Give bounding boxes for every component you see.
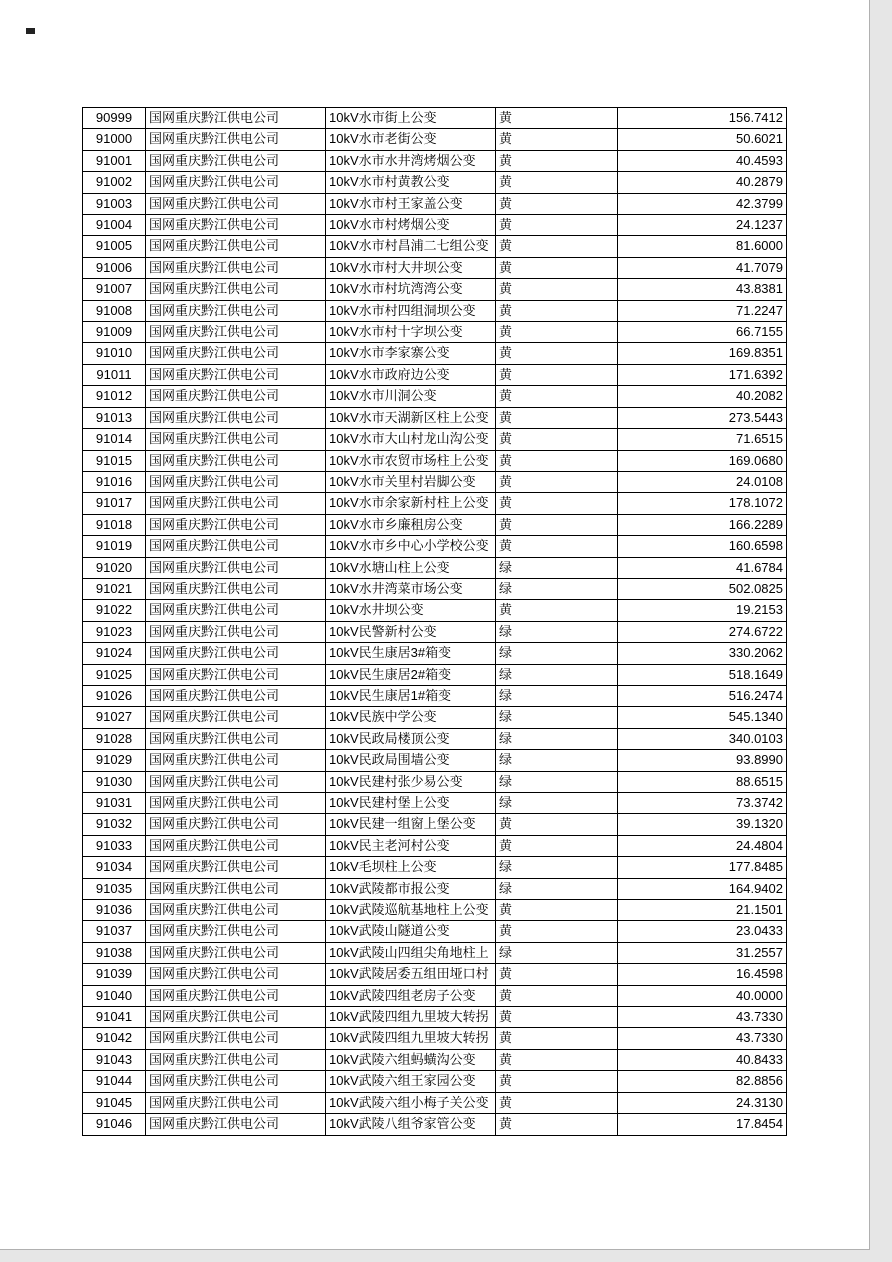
value-cell: 40.0000 bbox=[618, 985, 787, 1006]
value-cell: 178.1072 bbox=[618, 493, 787, 514]
status-color-cell: 绿 bbox=[496, 664, 618, 685]
transformer-name-cell: 10kV水市老街公变 bbox=[326, 129, 496, 150]
status-color-cell: 黄 bbox=[496, 835, 618, 856]
row-id-cell: 91018 bbox=[83, 514, 146, 535]
status-color-cell: 黄 bbox=[496, 1049, 618, 1070]
row-id-cell: 91042 bbox=[83, 1028, 146, 1049]
transformer-name-cell: 10kV水市天湖新区柱上公变 bbox=[326, 407, 496, 428]
company-cell: 国网重庆黔江供电公司 bbox=[146, 921, 326, 942]
status-color-cell: 黄 bbox=[496, 172, 618, 193]
status-color-cell: 黄 bbox=[496, 985, 618, 1006]
row-id-cell: 91015 bbox=[83, 450, 146, 471]
company-cell: 国网重庆黔江供电公司 bbox=[146, 685, 326, 706]
row-id-cell: 91016 bbox=[83, 471, 146, 492]
company-cell: 国网重庆黔江供电公司 bbox=[146, 942, 326, 963]
transformer-name-cell: 10kV武陵四组九里坡大转拐 bbox=[326, 1007, 496, 1028]
company-cell: 国网重庆黔江供电公司 bbox=[146, 279, 326, 300]
company-cell: 国网重庆黔江供电公司 bbox=[146, 536, 326, 557]
table-row bbox=[83, 108, 787, 129]
row-id-cell: 91020 bbox=[83, 557, 146, 578]
transformer-name-cell: 10kV水市村黄教公变 bbox=[326, 172, 496, 193]
status-color-cell: 绿 bbox=[496, 557, 618, 578]
company-cell: 国网重庆黔江供电公司 bbox=[146, 793, 326, 814]
value-cell: 171.6392 bbox=[618, 364, 787, 385]
transformer-name-cell: 10kV民建村堡上公变 bbox=[326, 793, 496, 814]
table-row bbox=[83, 429, 787, 450]
company-cell: 国网重庆黔江供电公司 bbox=[146, 514, 326, 535]
row-id-cell: 91003 bbox=[83, 193, 146, 214]
status-color-cell: 黄 bbox=[496, 343, 618, 364]
row-id-cell: 91026 bbox=[83, 685, 146, 706]
transformer-name-cell: 10kV民建村张少易公变 bbox=[326, 771, 496, 792]
table-row bbox=[83, 685, 787, 706]
status-color-cell: 黄 bbox=[496, 600, 618, 621]
company-cell: 国网重庆黔江供电公司 bbox=[146, 750, 326, 771]
table-row bbox=[83, 878, 787, 899]
company-cell: 国网重庆黔江供电公司 bbox=[146, 193, 326, 214]
transformer-name-cell: 10kV武陵四组九里坡大转拐 bbox=[326, 1028, 496, 1049]
value-cell: 42.3799 bbox=[618, 193, 787, 214]
value-cell: 17.8454 bbox=[618, 1114, 787, 1135]
company-cell: 国网重庆黔江供电公司 bbox=[146, 1028, 326, 1049]
company-cell: 国网重庆黔江供电公司 bbox=[146, 257, 326, 278]
table-row bbox=[83, 129, 787, 150]
row-id-cell: 91029 bbox=[83, 750, 146, 771]
status-color-cell: 绿 bbox=[496, 643, 618, 664]
company-cell: 国网重庆黔江供电公司 bbox=[146, 429, 326, 450]
status-color-cell: 黄 bbox=[496, 236, 618, 257]
table-row bbox=[83, 1114, 787, 1135]
row-id-cell: 91037 bbox=[83, 921, 146, 942]
status-color-cell: 黄 bbox=[496, 964, 618, 985]
status-color-cell: 黄 bbox=[496, 536, 618, 557]
transformer-name-cell: 10kV民建一组窗上堡公变 bbox=[326, 814, 496, 835]
scan-artifact-mark bbox=[26, 28, 35, 34]
transformer-name-cell: 10kV水井湾菜市场公变 bbox=[326, 578, 496, 599]
table-row bbox=[83, 1092, 787, 1113]
table-row bbox=[83, 150, 787, 171]
value-cell: 43.7330 bbox=[618, 1007, 787, 1028]
value-cell: 340.0103 bbox=[618, 728, 787, 749]
row-id-cell: 91005 bbox=[83, 236, 146, 257]
company-cell: 国网重庆黔江供电公司 bbox=[146, 1007, 326, 1028]
row-id-cell: 91006 bbox=[83, 257, 146, 278]
status-color-cell: 绿 bbox=[496, 793, 618, 814]
transformer-name-cell: 10kV水市川洞公变 bbox=[326, 386, 496, 407]
table-row bbox=[83, 942, 787, 963]
table-row bbox=[83, 1049, 787, 1070]
row-id-cell: 91045 bbox=[83, 1092, 146, 1113]
transformer-name-cell: 10kV民生康居2#箱变 bbox=[326, 664, 496, 685]
value-cell: 41.6784 bbox=[618, 557, 787, 578]
table-row bbox=[83, 322, 787, 343]
table-row bbox=[83, 771, 787, 792]
status-color-cell: 黄 bbox=[496, 471, 618, 492]
table-row bbox=[83, 900, 787, 921]
company-cell: 国网重庆黔江供电公司 bbox=[146, 900, 326, 921]
transformer-name-cell: 10kV水市村大井坝公变 bbox=[326, 257, 496, 278]
table-row bbox=[83, 493, 787, 514]
table-row bbox=[83, 257, 787, 278]
transformer-name-cell: 10kV水井坝公变 bbox=[326, 600, 496, 621]
company-cell: 国网重庆黔江供电公司 bbox=[146, 386, 326, 407]
value-cell: 40.2879 bbox=[618, 172, 787, 193]
row-id-cell: 91010 bbox=[83, 343, 146, 364]
company-cell: 国网重庆黔江供电公司 bbox=[146, 728, 326, 749]
row-id-cell: 91041 bbox=[83, 1007, 146, 1028]
value-cell: 330.2062 bbox=[618, 643, 787, 664]
table-row bbox=[83, 364, 787, 385]
table-row bbox=[83, 578, 787, 599]
status-color-cell: 黄 bbox=[496, 1092, 618, 1113]
status-color-cell: 绿 bbox=[496, 771, 618, 792]
transformer-name-cell: 10kV水市街上公变 bbox=[326, 108, 496, 129]
value-cell: 40.8433 bbox=[618, 1049, 787, 1070]
table-row bbox=[83, 600, 787, 621]
transformer-name-cell: 10kV水市关里村岩脚公变 bbox=[326, 471, 496, 492]
table-row bbox=[83, 728, 787, 749]
transformer-name-cell: 10kV水市水井湾烤烟公变 bbox=[326, 150, 496, 171]
value-cell: 71.2247 bbox=[618, 300, 787, 321]
table-row bbox=[83, 236, 787, 257]
value-cell: 169.0680 bbox=[618, 450, 787, 471]
transformer-name-cell: 10kV武陵六组小梅子关公变 bbox=[326, 1092, 496, 1113]
transformer-name-cell: 10kV民政局楼顶公变 bbox=[326, 728, 496, 749]
row-id-cell: 91032 bbox=[83, 814, 146, 835]
transformer-name-cell: 10kV水市村十字坝公变 bbox=[326, 322, 496, 343]
company-cell: 国网重庆黔江供电公司 bbox=[146, 172, 326, 193]
company-cell: 国网重庆黔江供电公司 bbox=[146, 771, 326, 792]
company-cell: 国网重庆黔江供电公司 bbox=[146, 407, 326, 428]
value-cell: 16.4598 bbox=[618, 964, 787, 985]
company-cell: 国网重庆黔江供电公司 bbox=[146, 108, 326, 129]
company-cell: 国网重庆黔江供电公司 bbox=[146, 364, 326, 385]
table-row bbox=[83, 750, 787, 771]
row-id-cell: 91023 bbox=[83, 621, 146, 642]
row-id-cell: 91013 bbox=[83, 407, 146, 428]
row-id-cell: 91044 bbox=[83, 1071, 146, 1092]
transformer-name-cell: 10kV水市乡中心小学校公变 bbox=[326, 536, 496, 557]
status-color-cell: 黄 bbox=[496, 1028, 618, 1049]
row-id-cell: 91019 bbox=[83, 536, 146, 557]
status-color-cell: 黄 bbox=[496, 429, 618, 450]
table-row bbox=[83, 386, 787, 407]
value-cell: 169.8351 bbox=[618, 343, 787, 364]
company-cell: 国网重庆黔江供电公司 bbox=[146, 493, 326, 514]
row-id-cell: 91007 bbox=[83, 279, 146, 300]
value-cell: 81.6000 bbox=[618, 236, 787, 257]
transformer-name-cell: 10kV水市李家寨公变 bbox=[326, 343, 496, 364]
transformer-name-cell: 10kV武陵居委五组田垭口村 bbox=[326, 964, 496, 985]
status-color-cell: 绿 bbox=[496, 578, 618, 599]
status-color-cell: 绿 bbox=[496, 878, 618, 899]
transformer-name-cell: 10kV水市农贸市场柱上公变 bbox=[326, 450, 496, 471]
status-color-cell: 黄 bbox=[496, 921, 618, 942]
table-row bbox=[83, 707, 787, 728]
status-color-cell: 黄 bbox=[496, 450, 618, 471]
row-id-cell: 91043 bbox=[83, 1049, 146, 1070]
transformer-name-cell: 10kV水市余家新村柱上公变 bbox=[326, 493, 496, 514]
row-id-cell: 91039 bbox=[83, 964, 146, 985]
table-row bbox=[83, 793, 787, 814]
row-id-cell: 91002 bbox=[83, 172, 146, 193]
table-row bbox=[83, 450, 787, 471]
transformer-name-cell: 10kV水市村四组洞坝公变 bbox=[326, 300, 496, 321]
table-row bbox=[83, 643, 787, 664]
status-color-cell: 黄 bbox=[496, 493, 618, 514]
company-cell: 国网重庆黔江供电公司 bbox=[146, 236, 326, 257]
row-id-cell: 91027 bbox=[83, 707, 146, 728]
status-color-cell: 黄 bbox=[496, 193, 618, 214]
value-cell: 88.6515 bbox=[618, 771, 787, 792]
transformer-name-cell: 10kV民族中学公变 bbox=[326, 707, 496, 728]
status-color-cell: 绿 bbox=[496, 707, 618, 728]
status-color-cell: 黄 bbox=[496, 1114, 618, 1135]
company-cell: 国网重庆黔江供电公司 bbox=[146, 215, 326, 236]
row-id-cell: 91030 bbox=[83, 771, 146, 792]
company-cell: 国网重庆黔江供电公司 bbox=[146, 450, 326, 471]
status-color-cell: 黄 bbox=[496, 407, 618, 428]
table-row bbox=[83, 835, 787, 856]
value-cell: 545.1340 bbox=[618, 707, 787, 728]
table-row bbox=[83, 857, 787, 878]
value-cell: 82.8856 bbox=[618, 1071, 787, 1092]
table-row bbox=[83, 1028, 787, 1049]
status-color-cell: 黄 bbox=[496, 108, 618, 129]
transformer-name-cell: 10kV武陵山隧道公变 bbox=[326, 921, 496, 942]
row-id-cell: 91033 bbox=[83, 835, 146, 856]
row-id-cell: 91012 bbox=[83, 386, 146, 407]
row-id-cell: 91046 bbox=[83, 1114, 146, 1135]
transformer-name-cell: 10kV武陵巡航基地柱上公变 bbox=[326, 900, 496, 921]
row-id-cell: 91036 bbox=[83, 900, 146, 921]
transformer-name-cell: 10kV武陵六组蚂蟥沟公变 bbox=[326, 1049, 496, 1070]
table-row bbox=[83, 407, 787, 428]
transformer-name-cell: 10kV水塘山柱上公变 bbox=[326, 557, 496, 578]
transformer-name-cell: 10kV水市村烤烟公变 bbox=[326, 215, 496, 236]
row-id-cell: 91022 bbox=[83, 600, 146, 621]
table-row bbox=[83, 471, 787, 492]
transformer-name-cell: 10kV水市村坑湾湾公变 bbox=[326, 279, 496, 300]
value-cell: 518.1649 bbox=[618, 664, 787, 685]
value-cell: 19.2153 bbox=[618, 600, 787, 621]
company-cell: 国网重庆黔江供电公司 bbox=[146, 857, 326, 878]
transformer-name-cell: 10kV武陵山四组尖角地柱上 bbox=[326, 942, 496, 963]
transformer-name-cell: 10kV武陵六组王家园公变 bbox=[326, 1071, 496, 1092]
transformer-name-cell: 10kV武陵四组老房子公变 bbox=[326, 985, 496, 1006]
value-cell: 24.4804 bbox=[618, 835, 787, 856]
row-id-cell: 90999 bbox=[83, 108, 146, 129]
row-id-cell: 91035 bbox=[83, 878, 146, 899]
value-cell: 31.2557 bbox=[618, 942, 787, 963]
value-cell: 516.2474 bbox=[618, 685, 787, 706]
transformer-name-cell: 10kV水市村昌浦二七组公变 bbox=[326, 236, 496, 257]
status-color-cell: 绿 bbox=[496, 750, 618, 771]
row-id-cell: 91040 bbox=[83, 985, 146, 1006]
status-color-cell: 黄 bbox=[496, 150, 618, 171]
value-cell: 43.7330 bbox=[618, 1028, 787, 1049]
status-color-cell: 绿 bbox=[496, 942, 618, 963]
transformer-name-cell: 10kV水市大山村龙山沟公变 bbox=[326, 429, 496, 450]
table-row bbox=[83, 300, 787, 321]
value-cell: 41.7079 bbox=[618, 257, 787, 278]
table-row bbox=[83, 514, 787, 535]
status-color-cell: 黄 bbox=[496, 322, 618, 343]
status-color-cell: 黄 bbox=[496, 215, 618, 236]
value-cell: 40.4593 bbox=[618, 150, 787, 171]
value-cell: 24.3130 bbox=[618, 1092, 787, 1113]
company-cell: 国网重庆黔江供电公司 bbox=[146, 557, 326, 578]
company-cell: 国网重庆黔江供电公司 bbox=[146, 300, 326, 321]
value-cell: 160.6598 bbox=[618, 536, 787, 557]
status-color-cell: 黄 bbox=[496, 1071, 618, 1092]
value-cell: 39.1320 bbox=[618, 814, 787, 835]
table-row bbox=[83, 1071, 787, 1092]
value-cell: 93.8990 bbox=[618, 750, 787, 771]
value-cell: 164.9402 bbox=[618, 878, 787, 899]
row-id-cell: 91021 bbox=[83, 578, 146, 599]
row-id-cell: 91024 bbox=[83, 643, 146, 664]
company-cell: 国网重庆黔江供电公司 bbox=[146, 343, 326, 364]
company-cell: 国网重庆黔江供电公司 bbox=[146, 878, 326, 899]
company-cell: 国网重庆黔江供电公司 bbox=[146, 129, 326, 150]
status-color-cell: 黄 bbox=[496, 300, 618, 321]
table-row bbox=[83, 343, 787, 364]
transformer-name-cell: 10kV民生康居3#箱变 bbox=[326, 643, 496, 664]
status-color-cell: 绿 bbox=[496, 621, 618, 642]
status-color-cell: 黄 bbox=[496, 364, 618, 385]
value-cell: 50.6021 bbox=[618, 129, 787, 150]
transformer-name-cell: 10kV水市乡廉租房公变 bbox=[326, 514, 496, 535]
status-color-cell: 黄 bbox=[496, 814, 618, 835]
row-id-cell: 91009 bbox=[83, 322, 146, 343]
table-row bbox=[83, 193, 787, 214]
company-cell: 国网重庆黔江供电公司 bbox=[146, 1114, 326, 1135]
transformer-name-cell: 10kV水市村王家盖公变 bbox=[326, 193, 496, 214]
transformer-name-cell: 10kV水市政府边公变 bbox=[326, 364, 496, 385]
table-row bbox=[83, 279, 787, 300]
row-id-cell: 91000 bbox=[83, 129, 146, 150]
status-color-cell: 黄 bbox=[496, 514, 618, 535]
transformer-name-cell: 10kV民警新村公变 bbox=[326, 621, 496, 642]
value-cell: 71.6515 bbox=[618, 429, 787, 450]
company-cell: 国网重庆黔江供电公司 bbox=[146, 964, 326, 985]
transformer-name-cell: 10kV武陵八组爷家管公变 bbox=[326, 1114, 496, 1135]
row-id-cell: 91025 bbox=[83, 664, 146, 685]
value-cell: 40.2082 bbox=[618, 386, 787, 407]
company-cell: 国网重庆黔江供电公司 bbox=[146, 150, 326, 171]
company-cell: 国网重庆黔江供电公司 bbox=[146, 1092, 326, 1113]
company-cell: 国网重庆黔江供电公司 bbox=[146, 835, 326, 856]
table-row bbox=[83, 621, 787, 642]
table-row bbox=[83, 664, 787, 685]
transformer-name-cell: 10kV毛坝柱上公变 bbox=[326, 857, 496, 878]
status-color-cell: 绿 bbox=[496, 728, 618, 749]
company-cell: 国网重庆黔江供电公司 bbox=[146, 707, 326, 728]
row-id-cell: 91008 bbox=[83, 300, 146, 321]
table-row bbox=[83, 1007, 787, 1028]
row-id-cell: 91034 bbox=[83, 857, 146, 878]
status-color-cell: 黄 bbox=[496, 900, 618, 921]
company-cell: 国网重庆黔江供电公司 bbox=[146, 322, 326, 343]
transformer-name-cell: 10kV民主老河村公变 bbox=[326, 835, 496, 856]
transformer-data-table bbox=[82, 107, 787, 1136]
status-color-cell: 绿 bbox=[496, 685, 618, 706]
value-cell: 274.6722 bbox=[618, 621, 787, 642]
status-color-cell: 黄 bbox=[496, 279, 618, 300]
value-cell: 21.1501 bbox=[618, 900, 787, 921]
table-row bbox=[83, 172, 787, 193]
company-cell: 国网重庆黔江供电公司 bbox=[146, 1049, 326, 1070]
row-id-cell: 91014 bbox=[83, 429, 146, 450]
company-cell: 国网重庆黔江供电公司 bbox=[146, 621, 326, 642]
status-color-cell: 黄 bbox=[496, 1007, 618, 1028]
company-cell: 国网重庆黔江供电公司 bbox=[146, 471, 326, 492]
value-cell: 273.5443 bbox=[618, 407, 787, 428]
company-cell: 国网重庆黔江供电公司 bbox=[146, 578, 326, 599]
table-row bbox=[83, 985, 787, 1006]
company-cell: 国网重庆黔江供电公司 bbox=[146, 814, 326, 835]
value-cell: 66.7155 bbox=[618, 322, 787, 343]
value-cell: 24.0108 bbox=[618, 471, 787, 492]
company-cell: 国网重庆黔江供电公司 bbox=[146, 664, 326, 685]
value-cell: 502.0825 bbox=[618, 578, 787, 599]
row-id-cell: 91004 bbox=[83, 215, 146, 236]
transformer-name-cell: 10kV民政局围墙公变 bbox=[326, 750, 496, 771]
value-cell: 73.3742 bbox=[618, 793, 787, 814]
value-cell: 156.7412 bbox=[618, 108, 787, 129]
value-cell: 166.2289 bbox=[618, 514, 787, 535]
company-cell: 国网重庆黔江供电公司 bbox=[146, 1071, 326, 1092]
row-id-cell: 91031 bbox=[83, 793, 146, 814]
transformer-name-cell: 10kV民生康居1#箱变 bbox=[326, 685, 496, 706]
table-row bbox=[83, 921, 787, 942]
status-color-cell: 绿 bbox=[496, 857, 618, 878]
row-id-cell: 91011 bbox=[83, 364, 146, 385]
row-id-cell: 91028 bbox=[83, 728, 146, 749]
value-cell: 23.0433 bbox=[618, 921, 787, 942]
row-id-cell: 91017 bbox=[83, 493, 146, 514]
value-cell: 177.8485 bbox=[618, 857, 787, 878]
table-row bbox=[83, 215, 787, 236]
value-cell: 43.8381 bbox=[618, 279, 787, 300]
transformer-name-cell: 10kV武陵都市报公变 bbox=[326, 878, 496, 899]
status-color-cell: 黄 bbox=[496, 257, 618, 278]
status-color-cell: 黄 bbox=[496, 386, 618, 407]
table-row bbox=[83, 814, 787, 835]
row-id-cell: 91001 bbox=[83, 150, 146, 171]
status-color-cell: 黄 bbox=[496, 129, 618, 150]
company-cell: 国网重庆黔江供电公司 bbox=[146, 985, 326, 1006]
value-cell: 24.1237 bbox=[618, 215, 787, 236]
company-cell: 国网重庆黔江供电公司 bbox=[146, 600, 326, 621]
table-row bbox=[83, 536, 787, 557]
table-row bbox=[83, 964, 787, 985]
table-row bbox=[83, 557, 787, 578]
row-id-cell: 91038 bbox=[83, 942, 146, 963]
company-cell: 国网重庆黔江供电公司 bbox=[146, 643, 326, 664]
table-body bbox=[83, 108, 787, 1136]
